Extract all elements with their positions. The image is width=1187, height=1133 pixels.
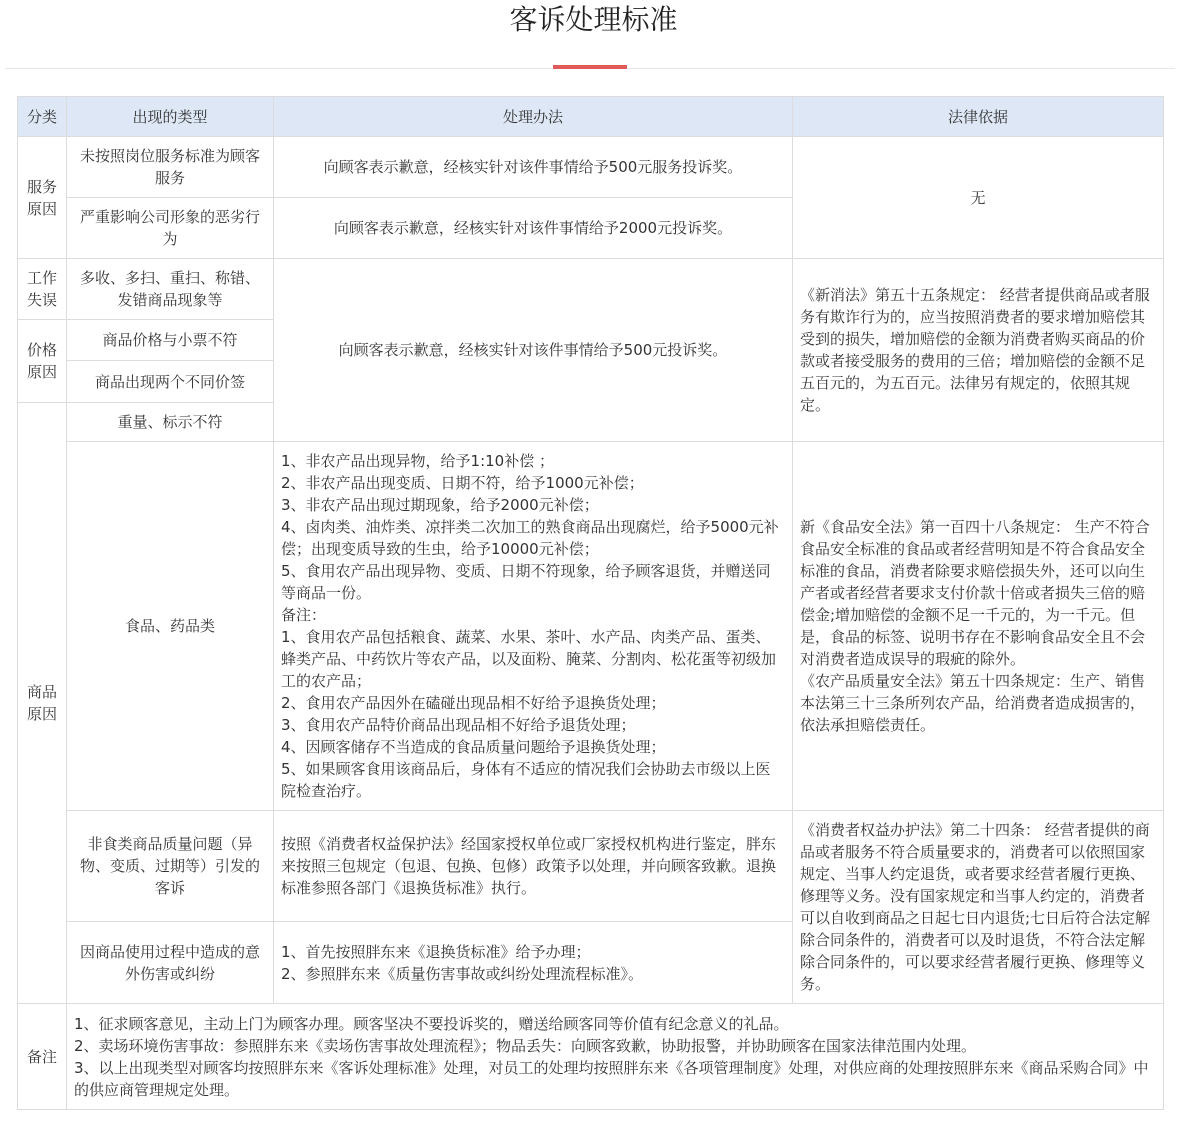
handling-cell: 向顾客表示歉意，经核实针对该件事情给予500元投诉奖。	[274, 259, 793, 442]
type-cell: 重量、标示不符	[67, 403, 274, 442]
category-work-error: 工作失误	[18, 259, 67, 320]
legal-cell: 《新消法》第五十五条规定： 经营者提供商品或者服务有欺诈行为的，应当按照消费者的要求增加赔偿其受到的损失，增加赔偿的金额为消费者购买商品的价款或者接受服务的费用的三倍；增加赔偿的金额不足五百元的，为五百元。法律另有规定的，依照其规定。	[793, 259, 1164, 442]
header-type: 出现的类型	[67, 97, 274, 137]
legal-cell: 《消费者权益办护法》第二十四条： 经营者提供的商品或者服务不符合质量要求的，消费者可以依照国家规定、当事人约定退货，或者要求经营者履行更换、修理等义务。没有国家规定和当事人约定的，消费者可以自收到商品之日起七日内退货;七日后符合法定解除合同条件的，消费者可以及时退货，不符合法定解除合同条件的，可以要求经营者履行更换、修理等义务。	[793, 811, 1164, 1004]
complaint-standard-table	[17, 96, 1164, 1110]
type-cell: 非食类商品质量问题（异物、变质、过期等）引发的客诉	[67, 811, 274, 922]
table-row	[18, 137, 1164, 198]
category-notes: 备注	[18, 1004, 67, 1110]
table-row	[18, 442, 1164, 811]
table-row	[18, 811, 1164, 922]
legal-cell: 新《食品安全法》第一百四十八条规定： 生产不符合食品安全标准的食品或者经营明知是不符合食品安全标准的食品，消费者除要求赔偿损失外，还可以向生产者或者经营者要求支付价款十倍或者损失三倍的赔偿金;增加赔偿的金额不足一千元的，为一千元。但是，食品的标签、说明书存在不影响食品安全且不会对消费者造成误导的瑕疵的除外。 《农产品质量安全法》第五十四条规定：生产、销售本法第三十三条所列农产品，给消费者造成损害的，依法承担赔偿责任。	[793, 442, 1164, 811]
page-title: 客诉处理标准	[509, 3, 678, 36]
handling-cell: 1、非农产品出现异物，给予1:10补偿 ； 2、非农产品出现变质、日期不符，给予1000元补偿； 3、非农产品出现过期现象，给予2000元补偿； 4、卤肉类、油炸类、凉拌类二次加工的熟食商品出现腐烂，给予5000元补偿；出现变质导致的生虫，给予10000元补偿； 5、食用农产品出现异物、变质、日期不符现象，给予顾客退货，并赠送同等商品一份。 备注： 1、食用农产品包括粮食、蔬菜、水果、茶叶、水产品、肉类产品、蛋类、蜂类产品、中药饮片等农产品，以及面粉、腌菜、分割肉、松花蛋等初级加工的农产品； 2、食用农产品因外在磕碰出现品相不好给予退换货处理； 3、食用农产品特价商品出现品相不好给予退货处理； 4、因顾客储存不当造成的食品质量问题给予退换货处理； 5、如果顾客食用该商品后，身体有不适应的情况我们会协助去市级以上医院检查治疗。	[274, 442, 793, 811]
title-accent-bar	[553, 65, 627, 69]
table-header-row	[18, 97, 1164, 137]
header-handling: 处理办法	[274, 97, 793, 137]
notes-cell: 1、征求顾客意见，主动上门为顾客办理。顾客坚决不要投诉奖的，赠送给顾客同等价值有纪念意义的礼品。 2、卖场环境伤害事故：参照胖东来《卖场伤害事故处理流程》；物品丢失：向顾客致歉，协助报警，并协助顾客在国家法律范围内处理。 3、以上出现类型对顾客均按照胖东来《客诉处理标准》处理，对员工的处理均按照胖东来《各项管理制度》处理，对供应商的处理按照胖东来《商品采购合同》中的供应商管理规定处理。	[67, 1004, 1164, 1110]
type-cell: 因商品使用过程中造成的意外伤害或纠纷	[67, 922, 274, 1004]
category-goods: 商品原因	[18, 403, 67, 1004]
type-cell: 食品、药品类	[67, 442, 274, 811]
category-service: 服务原因	[18, 137, 67, 259]
type-cell: 商品出现两个不同价签	[67, 361, 274, 403]
handling-cell: 按照《消费者权益保护法》经国家授权单位或厂家授权机构进行鉴定，胖东来按照三包规定（包退、包换、包修）政策予以处理，并向顾客致歉。退换标准参照各部门《退换货标准》执行。	[274, 811, 793, 922]
type-cell: 严重影响公司形象的恶劣行为	[67, 198, 274, 259]
header-legal-basis: 法律依据	[793, 97, 1164, 137]
type-cell: 多收、多扫、重扫、称错、发错商品现象等	[67, 259, 274, 320]
table-row	[18, 259, 1164, 320]
category-price: 价格原因	[18, 320, 67, 403]
table-row	[18, 1004, 1164, 1110]
handling-cell: 1、首先按照胖东来《退换货标准》给予办理； 2、参照胖东来《质量伤害事故或纠纷处理流程标准》。	[274, 922, 793, 1004]
type-cell: 未按照岗位服务标准为顾客服务	[67, 137, 274, 198]
handling-cell: 向顾客表示歉意，经核实针对该件事情给予2000元投诉奖。	[274, 198, 793, 259]
legal-cell: 无	[793, 137, 1164, 259]
handling-cell: 向顾客表示歉意，经核实针对该件事情给予500元服务投诉奖。	[274, 137, 793, 198]
header-category: 分类	[18, 97, 67, 137]
type-cell: 商品价格与小票不符	[67, 320, 274, 361]
